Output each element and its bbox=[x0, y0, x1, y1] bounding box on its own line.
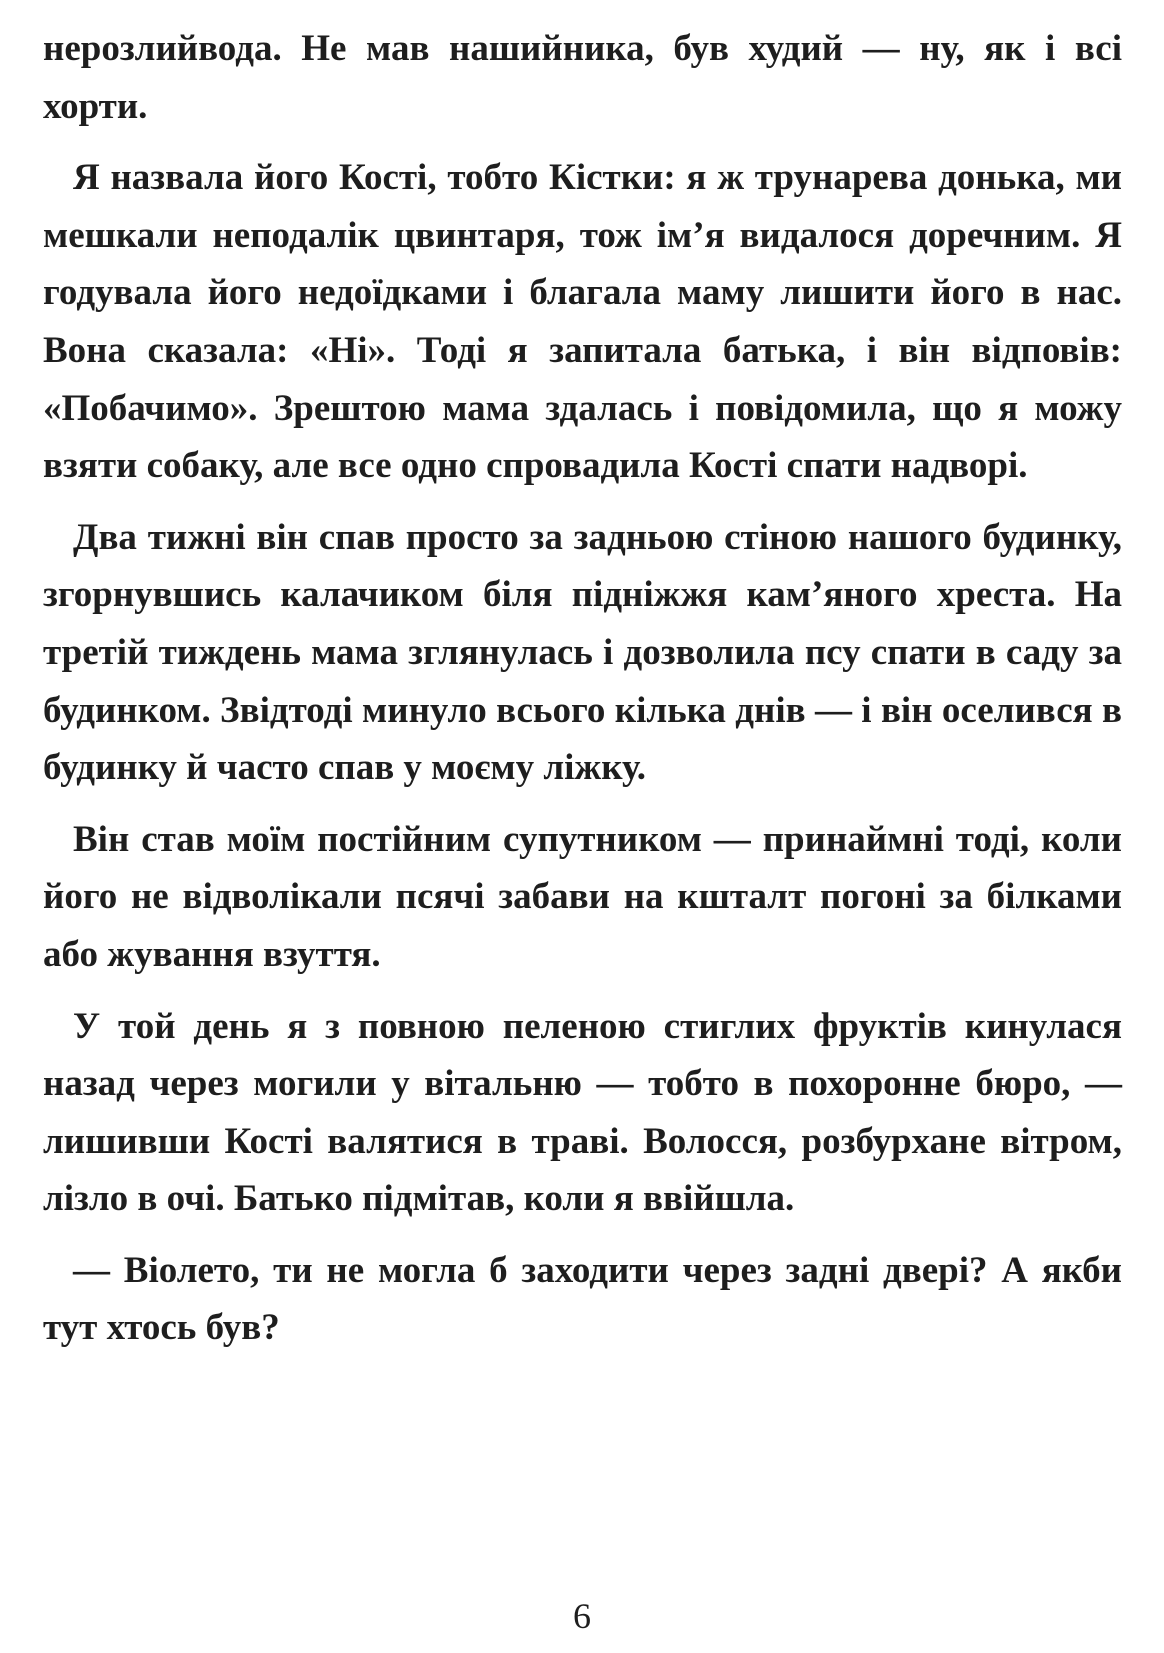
page-body bbox=[43, 20, 1122, 1357]
paragraph: У той день я з повною пеленою стиглих фруктів кинулася назад через могили у вітальню — тобто в похоронне бюро, — лишивши Кості валятися в траві. Волосся, розбурхане вітром, лізло в очі. Батько підмітав, коли я ввійшла. bbox=[43, 1005, 1122, 1220]
paragraph: Я назвала його Кості, тобто Кістки: я ж трунарева донька, ми мешкали неподалік цвинтаря, тож ім’я видалося доречним. Я годувала його недоїдками і благала маму лишити його в нас. Вона сказала: «Ні». Тоді я запитала батька, і він відповів: «Побачимо». Зрештою мама здалась і повідомила, що я можу взяти собаку, але все одно спровадила Кості спати надворі. bbox=[43, 157, 1122, 487]
paragraph-continuation: нерозлийвода. Не мав нашийника, був худий — ну, як і всі хорти. bbox=[43, 28, 1122, 127]
dialogue-paragraph: — Віолето, ти не могла б заходити через задні двері? А якби тут хтось був? bbox=[43, 1249, 1122, 1349]
paragraph: Два тижні він спав просто за задньою стіною нашого будинку, згорнувшись калачиком біля підніжжя кам’яного хреста. На третій тиждень мама зглянулась і дозволила псу спати в саду за будинком. Звідтоді минуло всього кілька днів — і він оселився в будинку й часто спав у моєму ліжку. bbox=[43, 516, 1122, 789]
paragraph: Він став моїм постійним супутником — принаймні тоді, коли його не відволікали псячі забави на кшталт погоні за білками або жування взуття. bbox=[43, 818, 1122, 975]
page-number: 6 bbox=[573, 1596, 591, 1636]
